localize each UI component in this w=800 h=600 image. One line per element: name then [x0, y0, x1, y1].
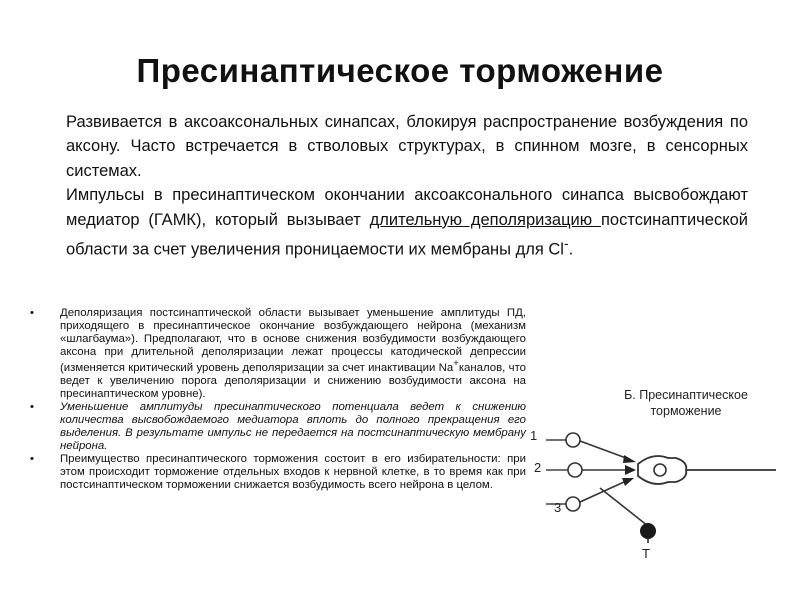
neuron-schematic [528, 378, 788, 568]
bullet-item-1 [30, 307, 526, 401]
bullet-marker: • [30, 452, 34, 465]
presynaptic-terminal-2 [568, 463, 582, 477]
diagram-caption-line-2: торможение [650, 404, 722, 418]
sodium-charge: + [453, 358, 459, 370]
intro-paragraph-2 [66, 183, 748, 262]
bullet-item-3 [30, 453, 526, 492]
chloride-charge: - [563, 236, 569, 252]
inhibitory-axon-line [600, 488, 648, 526]
arrow-2-icon [625, 465, 636, 475]
bullet-item-2 [30, 401, 526, 453]
bullet-marker: • [30, 401, 34, 414]
inhibitory-neuron-t [640, 523, 656, 539]
bullet-1-text [60, 307, 526, 400]
intro-p2-end: . [568, 240, 574, 259]
intro-text [66, 110, 748, 262]
arrow-1-icon [623, 455, 636, 463]
diagram-label-1: 1 [530, 428, 538, 443]
slide-title: Пресинаптическое торможение [136, 52, 664, 89]
diagram-label-2: 2 [534, 460, 542, 475]
bullet-list [30, 307, 526, 491]
bullet-marker: • [30, 307, 34, 319]
bullet-1-text-a: Деполяризация постсинаптической области вызывает уменьшение амплитуды ПД, приходящего в пресинаптическое окончание возбуждающего нейрона (механизм «шлагбаума»). Предполагают, что в основе снижения возбудимости возбуждающего аксона при длительной деполяризации лежат процессы катодической депрессии (изменяется критический уровень деполяризации за счет инактивации Na [60, 307, 526, 375]
diagram-caption-line-1: Б. Пресинаптическое [624, 388, 748, 402]
presynaptic-terminal-3 [566, 497, 580, 511]
intro-p2-start: Импульсы в пресинаптическом окончании аксоаксонального синапса высвобождают медиатор (ГАМК), который вызывает [66, 186, 748, 229]
bullet-3-text: Преимущество пресинаптического торможения состоит в его избирательности: при этом происходит торможение отдельных входов к нервной клетке, в то время как при постсинаптическом торможении снижается возбудимость всего нейрона в целом. [60, 452, 526, 491]
neuron-nucleus [654, 464, 666, 476]
presynaptic-inhibition-diagram [528, 378, 788, 568]
presynaptic-terminal-1 [566, 433, 580, 447]
arrow-3-icon [622, 478, 634, 486]
diagram-label-3: 3 [554, 500, 562, 515]
projection-3-line [580, 482, 624, 502]
bullet-2-text: Уменьшение амплитуды пресинаптического потенциала ведет к снижению количества высвобождаемого медиатора вплоть до полного прекращения его выделения. В результате импульс не передается на постсинаптическую мембрану нейрона. [60, 401, 526, 452]
intro-paragraph-1: Развивается в аксоаксональных синапсах, блокируя распространение возбуждения по аксону. Часто встречается в стволовых структурах, в спинном мозге, в сенсорных системах. [66, 113, 748, 180]
intro-p2-rest: постсинаптической области за счет увеличения проницаемости их мембраны для Cl [66, 210, 748, 259]
diagram-label-t: Т [642, 546, 650, 561]
bullet-1-text-b: каналов, что ведет к увеличению порога деполяризации и снижению возбудимости аксона на пресинаптическом уровне). [60, 362, 526, 401]
intro-p2-underlined: длительную деполяризацию [369, 210, 601, 229]
projection-1-line [580, 441, 626, 458]
